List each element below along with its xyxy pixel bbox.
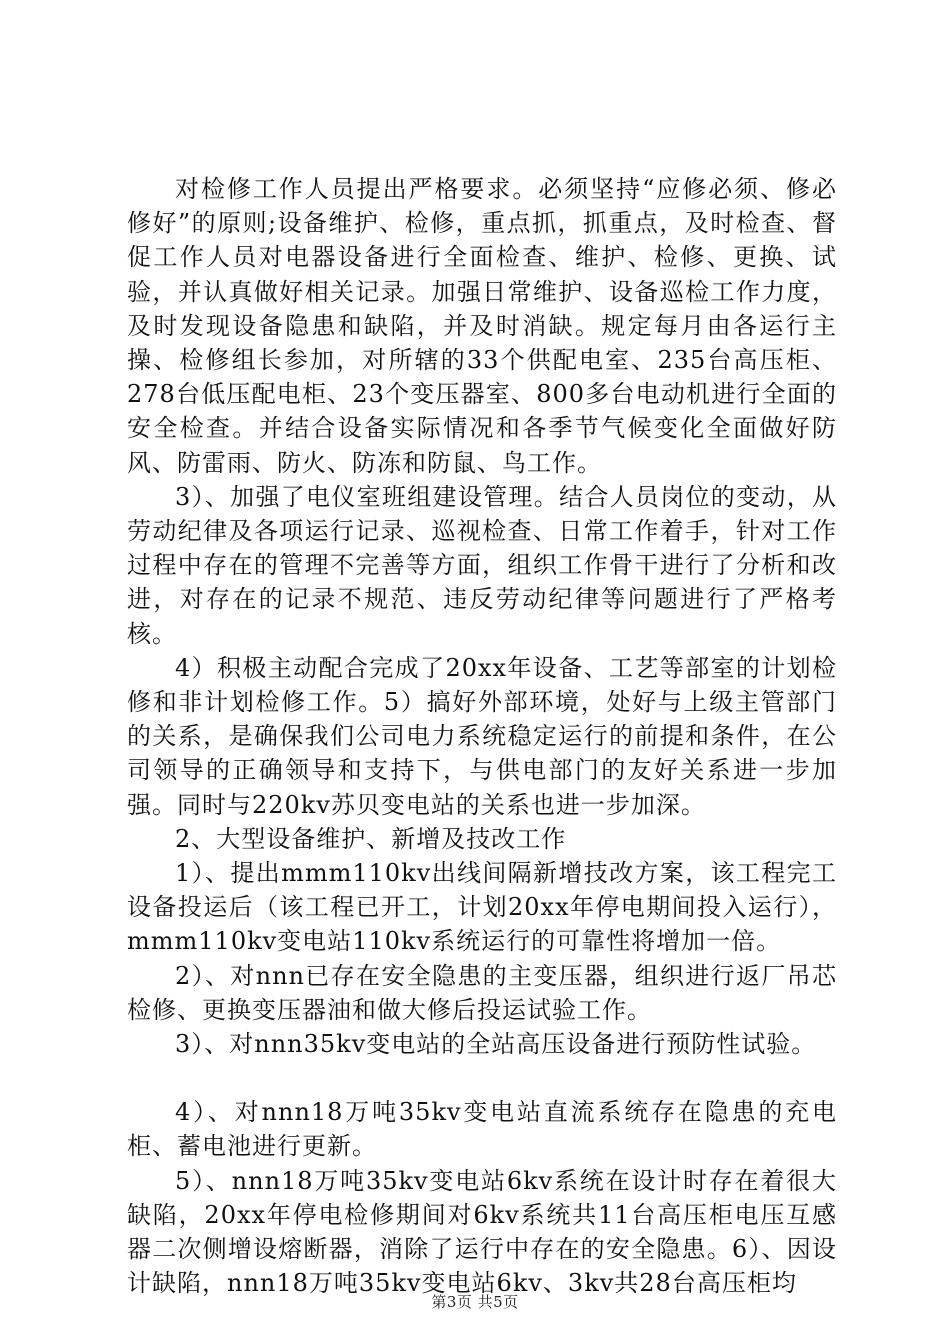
paragraph-maintenance-requirements: 对检修工作人员提出严格要求。必须坚持“应修必须、修必修好”的原则;设备维护、检修，重点抓，抓重点，及时检查、督促工作人员对电器设备进行全面检查、维护、检修、更换、试验，并认真做好相关记录。加强日常维护、设备巡检工作力度，及时发现设备隐患和缺陷，并及时消缺。规定每月由各运行主操、检修组长参加，对所辖的33个供配电室、235台高压柜、278台低压配电柜、23个变压器室、800多台电动机进行全面的安全检查。并结合设备实际情况和各季节气候变化全面做好防风、防雷雨、防火、防冻和防鼠、鸟工作。 xyxy=(127,175,837,477)
paragraph-team-management: 3）、加强了电仪室班组建设管理。结合人员岗位的变动，从劳动纪律及各项运行记录、巡视检查、日常工作着手，针对工作过程中存在的管理不完善等方面，组织工作骨干进行了分析和改进，对存在的记录不规范、违反劳动纪律等问题进行了严格考核。 xyxy=(127,482,837,648)
paragraph-cooperation: 4）积极主动配合完成了20xx年设备、工艺等部室的计划检修和非计划检修工作。5）搞好外部环境，处好与上级主管部门的关系，是确保我们公司电力系统稳定运行的前提和条件，在公司领导的正确领导和支持下，与供电部门的友好关系进一步加强。同时与220kv苏贝变电站的关系也进一步加深。 xyxy=(127,653,837,819)
paragraph-item-3: 3）、对nnn35kv变电站的全站高压设备进行预防性试验。 xyxy=(175,1030,817,1059)
paragraph-item-1: 1）、提出mmm110kv出线间隔新增技改方案，该工程完工设备投运后（该工程已开工，计划20xx年停电期间投入运行），mmm110kv变电站110kv系统运行的可靠性将增加一倍。 xyxy=(127,859,837,956)
paragraph-item-4: 4）、对nnn18万吨35kv变电站直流系统存在隐患的充电柜、蓄电池进行更新。 xyxy=(127,1098,837,1161)
section-heading-equipment: 2、大型设备维护、新增及技改工作 xyxy=(175,824,567,853)
paragraph-item-2: 2）、对nnn已存在安全隐患的主变压器，组织进行返厂吊芯检修、更换变压器油和做大修后投运试验工作。 xyxy=(127,961,837,1024)
document-body xyxy=(127,172,837,1301)
page-number-footer: 第3页 共5页 xyxy=(431,1293,519,1311)
paragraph-item-5-6: 5）、nnn18万吨35kv变电站6kv系统在设计时存在着很大缺陷，20xx年停电检修期间对6kv系统共11台高压柜电压互感器二次侧增设熔断器，消除了运行中存在的安全隐患。6）、因设计缺陷，nnn18万吨35kv变电站6kv、3kv共28台高压柜均 xyxy=(127,1166,837,1298)
